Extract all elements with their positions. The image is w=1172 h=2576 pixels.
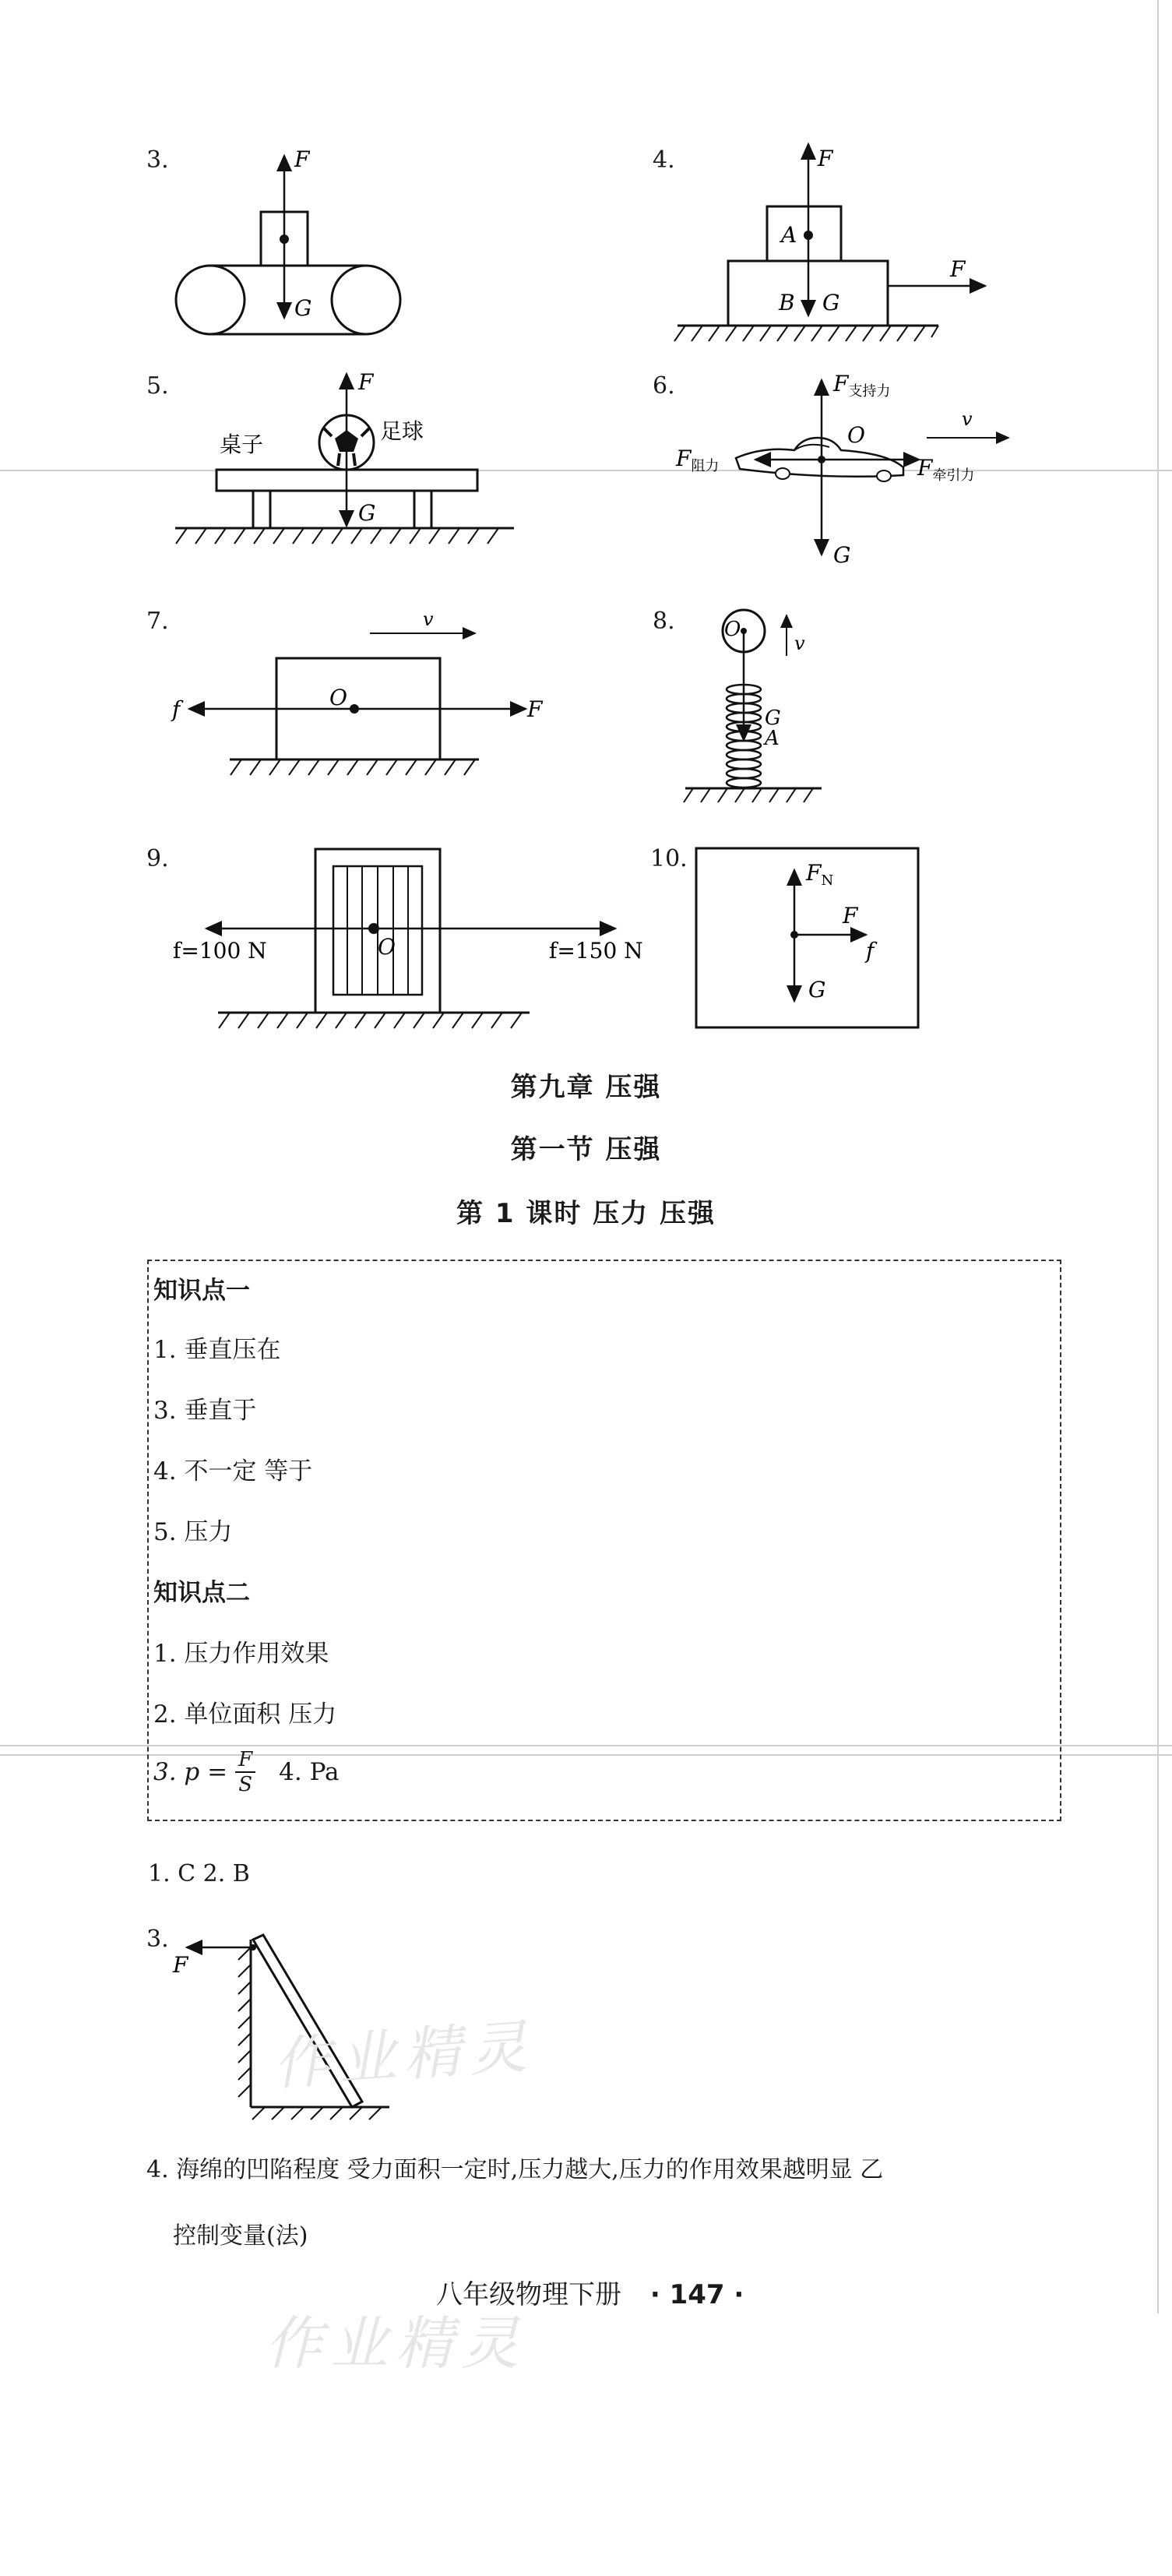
answer-3-number: 3. [146,1926,169,1953]
diagram-7-o-label: O [329,685,347,710]
diagram-7-number: 7. [146,608,169,635]
diagram-5-football-table [171,366,522,561]
lesson-heading: 第 1 课时 压力 压强 [456,1198,716,1229]
chapter-heading: 第九章 压强 [510,1072,662,1103]
diagram-3-f-label: F [294,146,310,172]
formula-numerator: F [235,1748,255,1773]
answer-4-line-1: 4. 海绵的凹陷程度 受力面积一定时,压力越大,压力的作用效果越明显 乙 [146,2156,884,2183]
diagram-6-v-label: v [962,408,973,430]
diagram-8-g-label: G [765,707,781,730]
answer-3-force-label: F [173,1952,188,1978]
diagram-10-number: 10. [650,845,688,872]
diagram-6-f-support-label: $F_{支持力}$ [833,371,891,400]
knowledge-point-1-title: 知识点一 [153,1277,250,1305]
knowledge-item: 5. 压力 [153,1518,233,1546]
diagram-7-block [167,604,557,791]
diagram-10-forces [693,845,927,1036]
diagram-5-ball-label: 足球 [380,418,424,444]
knowledge-item: 3. 垂直于 [153,1397,257,1425]
diagram-4-number: 4. [653,146,675,174]
diagram-9-o-label: O [378,934,396,960]
diagram-7-f-right-label: F [527,696,543,722]
answer-4-line-2: 控制变量(法) [173,2222,308,2250]
diagram-9-f-right-label: f=150 N [549,938,643,964]
diagram-9-cabinet [164,841,662,1052]
diagram-5-number: 5. [146,372,169,400]
diagram-4-g-label: G [822,290,840,315]
section-heading: 第一节 压强 [510,1134,662,1165]
diagram-6-f-resist-label: $F_{阻力}$ [676,446,720,474]
knowledge-item: 2. 单位面积 压力 [153,1700,337,1728]
diagram-8-o-label: O [724,618,741,641]
diagram-4-f-right-label: F [950,256,966,282]
diagram-3-number: 3. [146,146,169,174]
diagram-4-stacked-blocks [670,136,997,354]
diagram-4-a-label: A [781,222,797,248]
knowledge-points-box [147,1260,1061,1821]
diagram-5-table-label: 桌子 [220,432,264,457]
knowledge-item: 1. 垂直压在 [153,1336,281,1364]
diagram-6-number: 6. [653,372,675,400]
diagram-10-friction-label: f [866,938,875,964]
formula-prefix: 3. p = [153,1758,228,1786]
knowledge-item: 4. 不一定 等于 [153,1457,313,1485]
diagram-5-f-label: F [358,369,374,395]
page-footer [436,2273,744,2311]
diagram-8-spring-ball [670,600,872,818]
diagram-5-g-label: G [358,500,376,526]
diagram-10-g-label: G [808,977,826,1003]
formula-suffix: 4. Pa [279,1758,340,1786]
knowledge-item: 1. 压力作用效果 [153,1640,329,1668]
diagram-10-fn-label: $F_N$ [806,860,834,889]
diagram-3-conveyor [156,140,436,343]
diagram-6-o-label: O [847,422,865,448]
watermark: 作业精灵 [265,2310,526,2377]
diagram-8-v-label: v [794,633,805,654]
formula-line [153,1748,340,1796]
diagram-9-number: 9. [146,845,169,872]
diagram-10-f-label: F [843,903,858,929]
choice-answers: 1. C 2. B [148,1860,250,1887]
diagram-6-car [670,366,1028,576]
footer-book-title: 八年级物理下册 [436,2279,621,2310]
diagram-6-g-label: G [833,542,851,568]
diagram-7-f-left-label: f [172,696,181,722]
diagram-6-f-traction-label: $F_{牵引力}$ [917,455,975,484]
diagram-7-v-label: v [423,608,434,630]
diagram-8-a-label: A [765,727,780,750]
formula-denominator: S [238,1773,253,1796]
footer-page-number: · 147 · [649,2279,744,2310]
diagram-3-g-label: G [294,295,312,321]
diagram-4-b-label: B [779,290,795,315]
watermark: 作业精灵 [270,2013,537,2099]
diagram-9-f-left-label: f=100 N [173,938,267,964]
formula-fraction [235,1748,255,1796]
knowledge-point-2-title: 知识点二 [153,1579,250,1607]
diagram-4-f-up-label: F [818,146,833,171]
diagram-8-number: 8. [653,608,675,635]
